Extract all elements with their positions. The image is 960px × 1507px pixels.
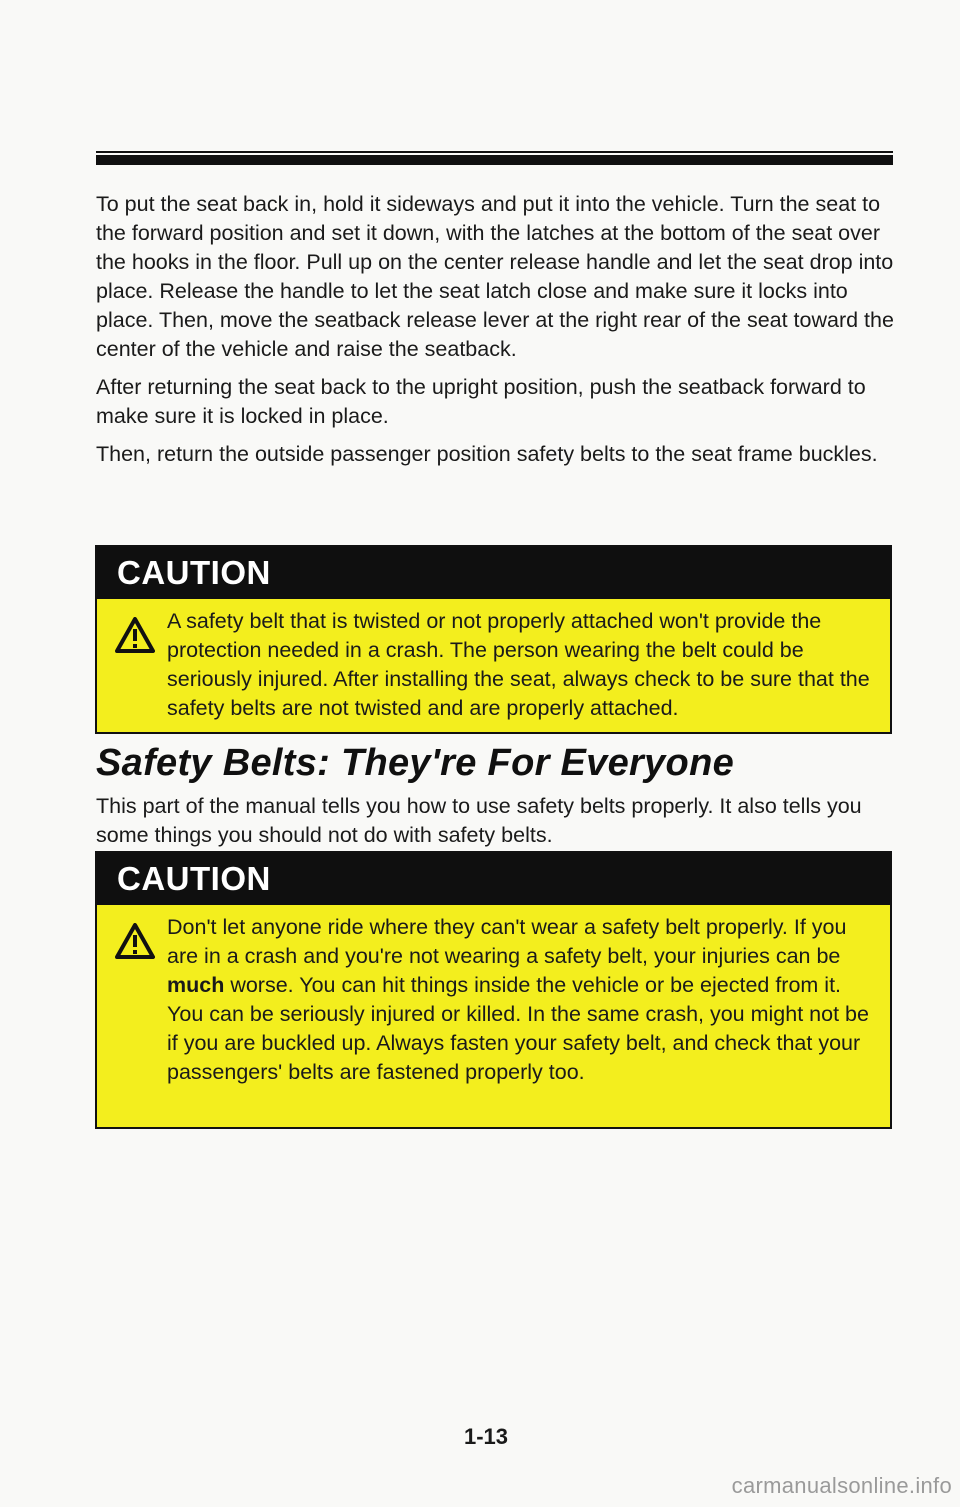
section-text: This part of the manual tells you how to use safety belts properly. It also tells you some things you should not do with safety belts. [96,794,862,847]
caution-label: CAUTION [97,547,890,599]
warning-triangle-icon [115,617,155,653]
caution-box [95,545,892,734]
intro-paragraph: To put the seat back in, hold it sideways and put it into the vehicle. Turn the seat to the forward position and set it down, with the latches at the bottom of the seat over the hooks in the floor. Pull up on the center release handle and let the seat drop into place. Release the handle to let the seat latch close and make sure it locks into place. Then, move the seatback release lever at the right rear of the seat toward the center of the vehicle and raise the seatback. [96,192,894,361]
caution-emphasis: much [167,973,225,997]
caution-text: A safety belt that is twisted or not properly attached won't provide the protection needed in a crash. The person wearing the belt could be seriously injured. After installing the seat, always check to be sure that the safety belts are not twisted and are properly attached. [167,609,870,720]
header-rule-thin [96,151,893,153]
caution-body [97,599,890,723]
page-number: 1-13 [464,1424,509,1449]
intro-text [96,190,896,478]
caution-text [167,915,869,1084]
warning-triangle-icon [115,923,155,959]
caution-text-part: Don't let anyone ride where they can't wear a safety belt properly. If you are in a crash and you're not wearing a safety belt, your injuries can be [167,915,847,968]
watermark: carmanualsonline.info [731,1473,952,1498]
caution-text-part: worse. You can hit things inside the vehicle or be ejected from it. You can be seriously injured or killed. In the same crash, you might not be if you are buckled up. Always fasten your safety belt, and check that your passengers' belts are fastened properly too. [167,973,869,1084]
section-heading: Safety Belts: They're For Everyone [96,742,735,784]
header-rule [96,155,893,165]
intro-paragraph: After returning the seat back to the upright position, push the seatback forward to make sure it is locked in place. [96,375,866,428]
caution-label: CAUTION [97,853,890,905]
intro-paragraph: Then, return the outside passenger position safety belts to the seat frame buckles. [96,442,878,466]
caution-body [97,905,890,1087]
caution-box [95,851,892,1129]
